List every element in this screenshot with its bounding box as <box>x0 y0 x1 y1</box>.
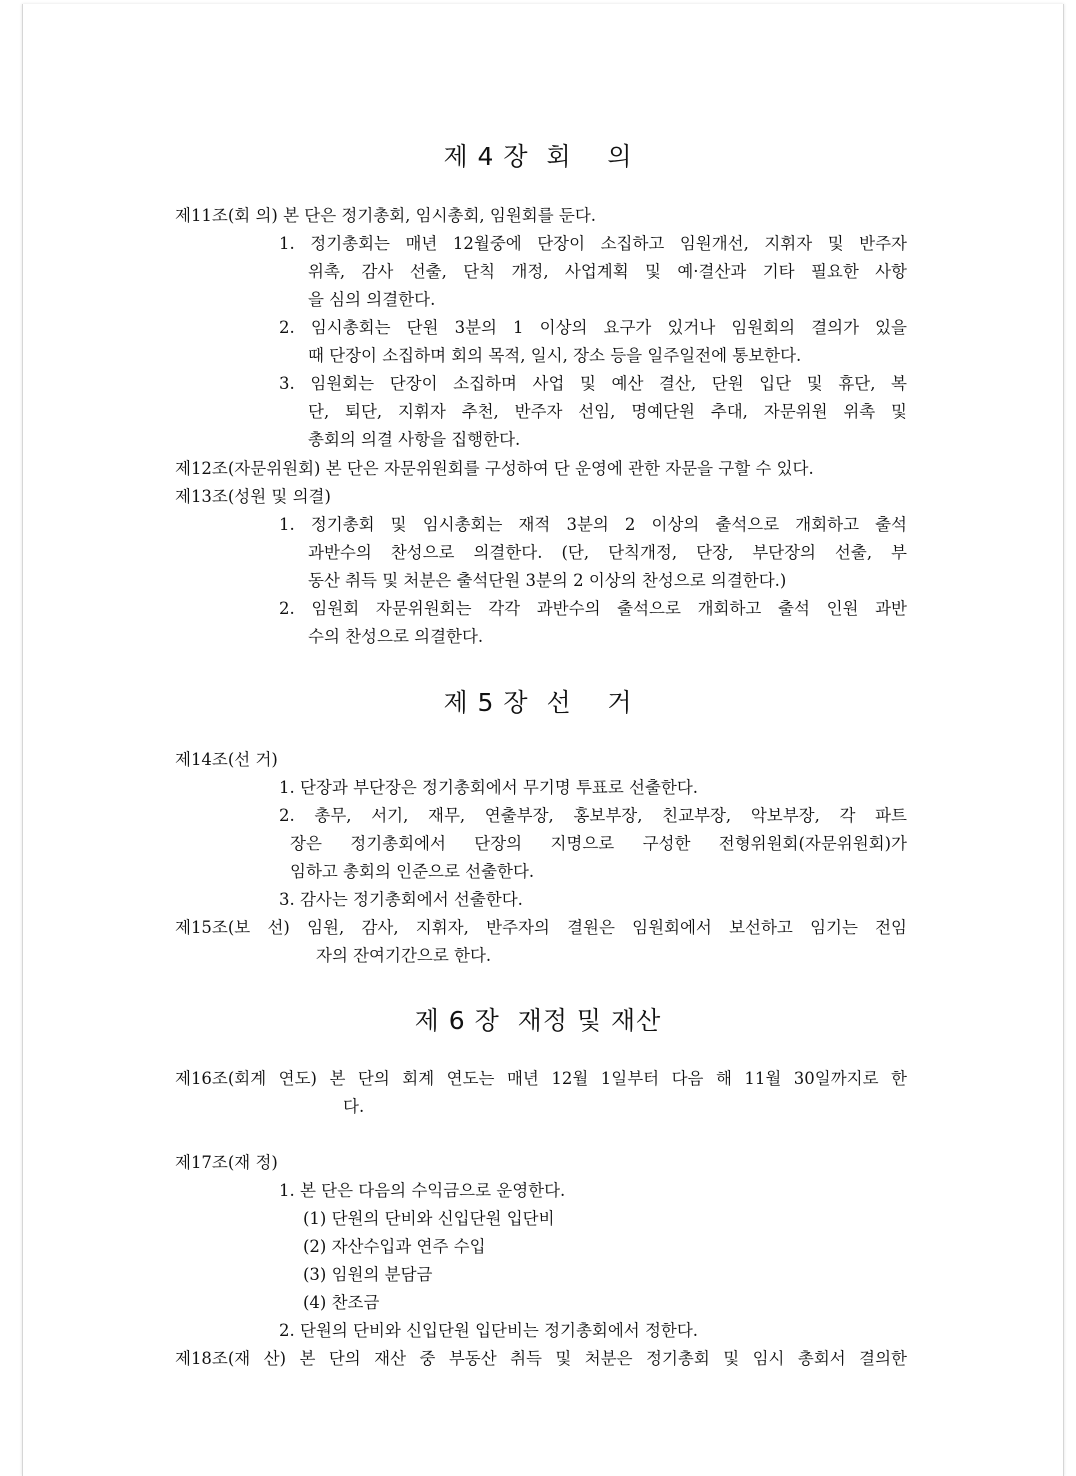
article-13-item-1-line-3: 동산 취득 및 처분은 출석단원 3분의 2 이상의 찬성으로 의결한다.) <box>308 571 787 590</box>
article-16-line-2: 다. <box>343 1097 365 1116</box>
article-16-line-1: 제16조(회계 연도) 본 단의 회계 연도는 매년 12월 1일부터 다음 해 11월 30일까지로 한 <box>175 1069 907 1088</box>
article-11-item-1-line-3: 을 심의 의결한다. <box>308 290 436 309</box>
article-17-subitem-2: (2) 자산수입과 연주 수입 <box>303 1237 486 1256</box>
article-13-item-1-line-1: 1. 정기총회 및 임시총회는 재적 3분의 2 이상의 출석으로 개회하고 출석 <box>279 515 907 534</box>
article-14-heading: 제14조(선 거) <box>175 750 278 769</box>
chapter-4-title: 제 4 장 회 의 <box>443 142 633 171</box>
chapter-6-title: 제 6 장 재정 및 재산 <box>414 1006 662 1035</box>
article-14-item-1: 1. 단장과 부단장은 정기총회에서 무기명 투표로 선출한다. <box>279 778 699 797</box>
article-14-item-3: 3. 감사는 정기총회에서 선출한다. <box>279 890 523 909</box>
article-11-item-3-line-3: 총회의 의결 사항을 집행한다. <box>308 430 521 449</box>
article-11-item-3-line-2: 단, 퇴단, 지휘자 추천, 반주자 선임, 명예단원 추대, 자문위원 위촉 및 <box>308 402 907 421</box>
article-11-item-1-line-2: 위촉, 감사 선출, 단칙 개정, 사업계획 및 예·결산과 기타 필요한 사항 <box>308 262 907 281</box>
article-17-subitem-4: (4) 찬조금 <box>303 1293 380 1312</box>
article-17-heading: 제17조(재 정) <box>175 1153 278 1172</box>
article-18-line-1: 제18조(재 산) 본 단의 재산 중 부동산 취득 및 처분은 정기총회 및 임시 총회서 결의한 <box>175 1349 907 1368</box>
article-11-heading: 제11조(회 의) 본 단은 정기총회, 임시총회, 임원회를 둔다. <box>175 206 597 225</box>
article-17-subitem-3: (3) 임원의 분담금 <box>303 1265 433 1284</box>
article-11-item-2-line-1: 2. 임시총회는 단원 3분의 1 이상의 요구가 있거나 임원회의 결의가 있을 <box>279 318 907 337</box>
article-17-subitem-1: (1) 단원의 단비와 신입단원 입단비 <box>303 1209 555 1228</box>
article-14-item-2-line-2: 장은 정기총회에서 단장의 지명으로 구성한 전형위원회(자문위원회)가 <box>290 834 907 853</box>
article-12: 제12조(자문위원회) 본 단은 자문위원회를 구성하여 단 운영에 관한 자문을 구할 수 있다. <box>175 459 814 478</box>
article-14-item-2-line-3: 임하고 총회의 인준으로 선출한다. <box>290 862 535 881</box>
article-14-item-2-line-1: 2. 총무, 서기, 재무, 연출부장, 홍보부장, 친교부장, 악보부장, 각 파트 <box>279 806 907 825</box>
article-11-item-3-line-1: 3. 임원회는 단장이 소집하며 사업 및 예산 결산, 단원 입단 및 휴단, 복 <box>279 374 907 393</box>
article-13-item-1-line-2: 과반수의 찬성으로 의결한다. (단, 단칙개정, 단장, 부단장의 선출, 부 <box>308 543 907 562</box>
article-13-item-2-line-2: 수의 찬성으로 의결한다. <box>308 627 484 646</box>
article-17-item-2: 2. 단원의 단비와 신입단원 입단비는 정기총회에서 정한다. <box>279 1321 699 1340</box>
article-15-line-1: 제15조(보 선) 임원, 감사, 지휘자, 반주자의 결원은 임원회에서 보선하고 임기는 전임 <box>175 918 907 937</box>
chapter-5-title: 제 5 장 선 거 <box>443 688 633 717</box>
article-13-item-2-line-1: 2. 임원회 자문위원회는 각각 과반수의 출석으로 개회하고 출석 인원 과반 <box>279 599 907 618</box>
article-17-item-1: 1. 본 단은 다음의 수익금으로 운영한다. <box>279 1181 566 1200</box>
article-11-item-1-line-1: 1. 정기총회는 매년 12월중에 단장이 소집하고 임원개선, 지휘자 및 반주자 <box>279 234 907 253</box>
article-13-heading: 제13조(성원 및 의결) <box>175 487 331 506</box>
article-11-item-2-line-2: 때 단장이 소집하며 회의 목적, 일시, 장소 등을 일주일전에 통보한다. <box>308 346 802 365</box>
article-15-line-2: 자의 잔여기간으로 한다. <box>316 946 492 965</box>
